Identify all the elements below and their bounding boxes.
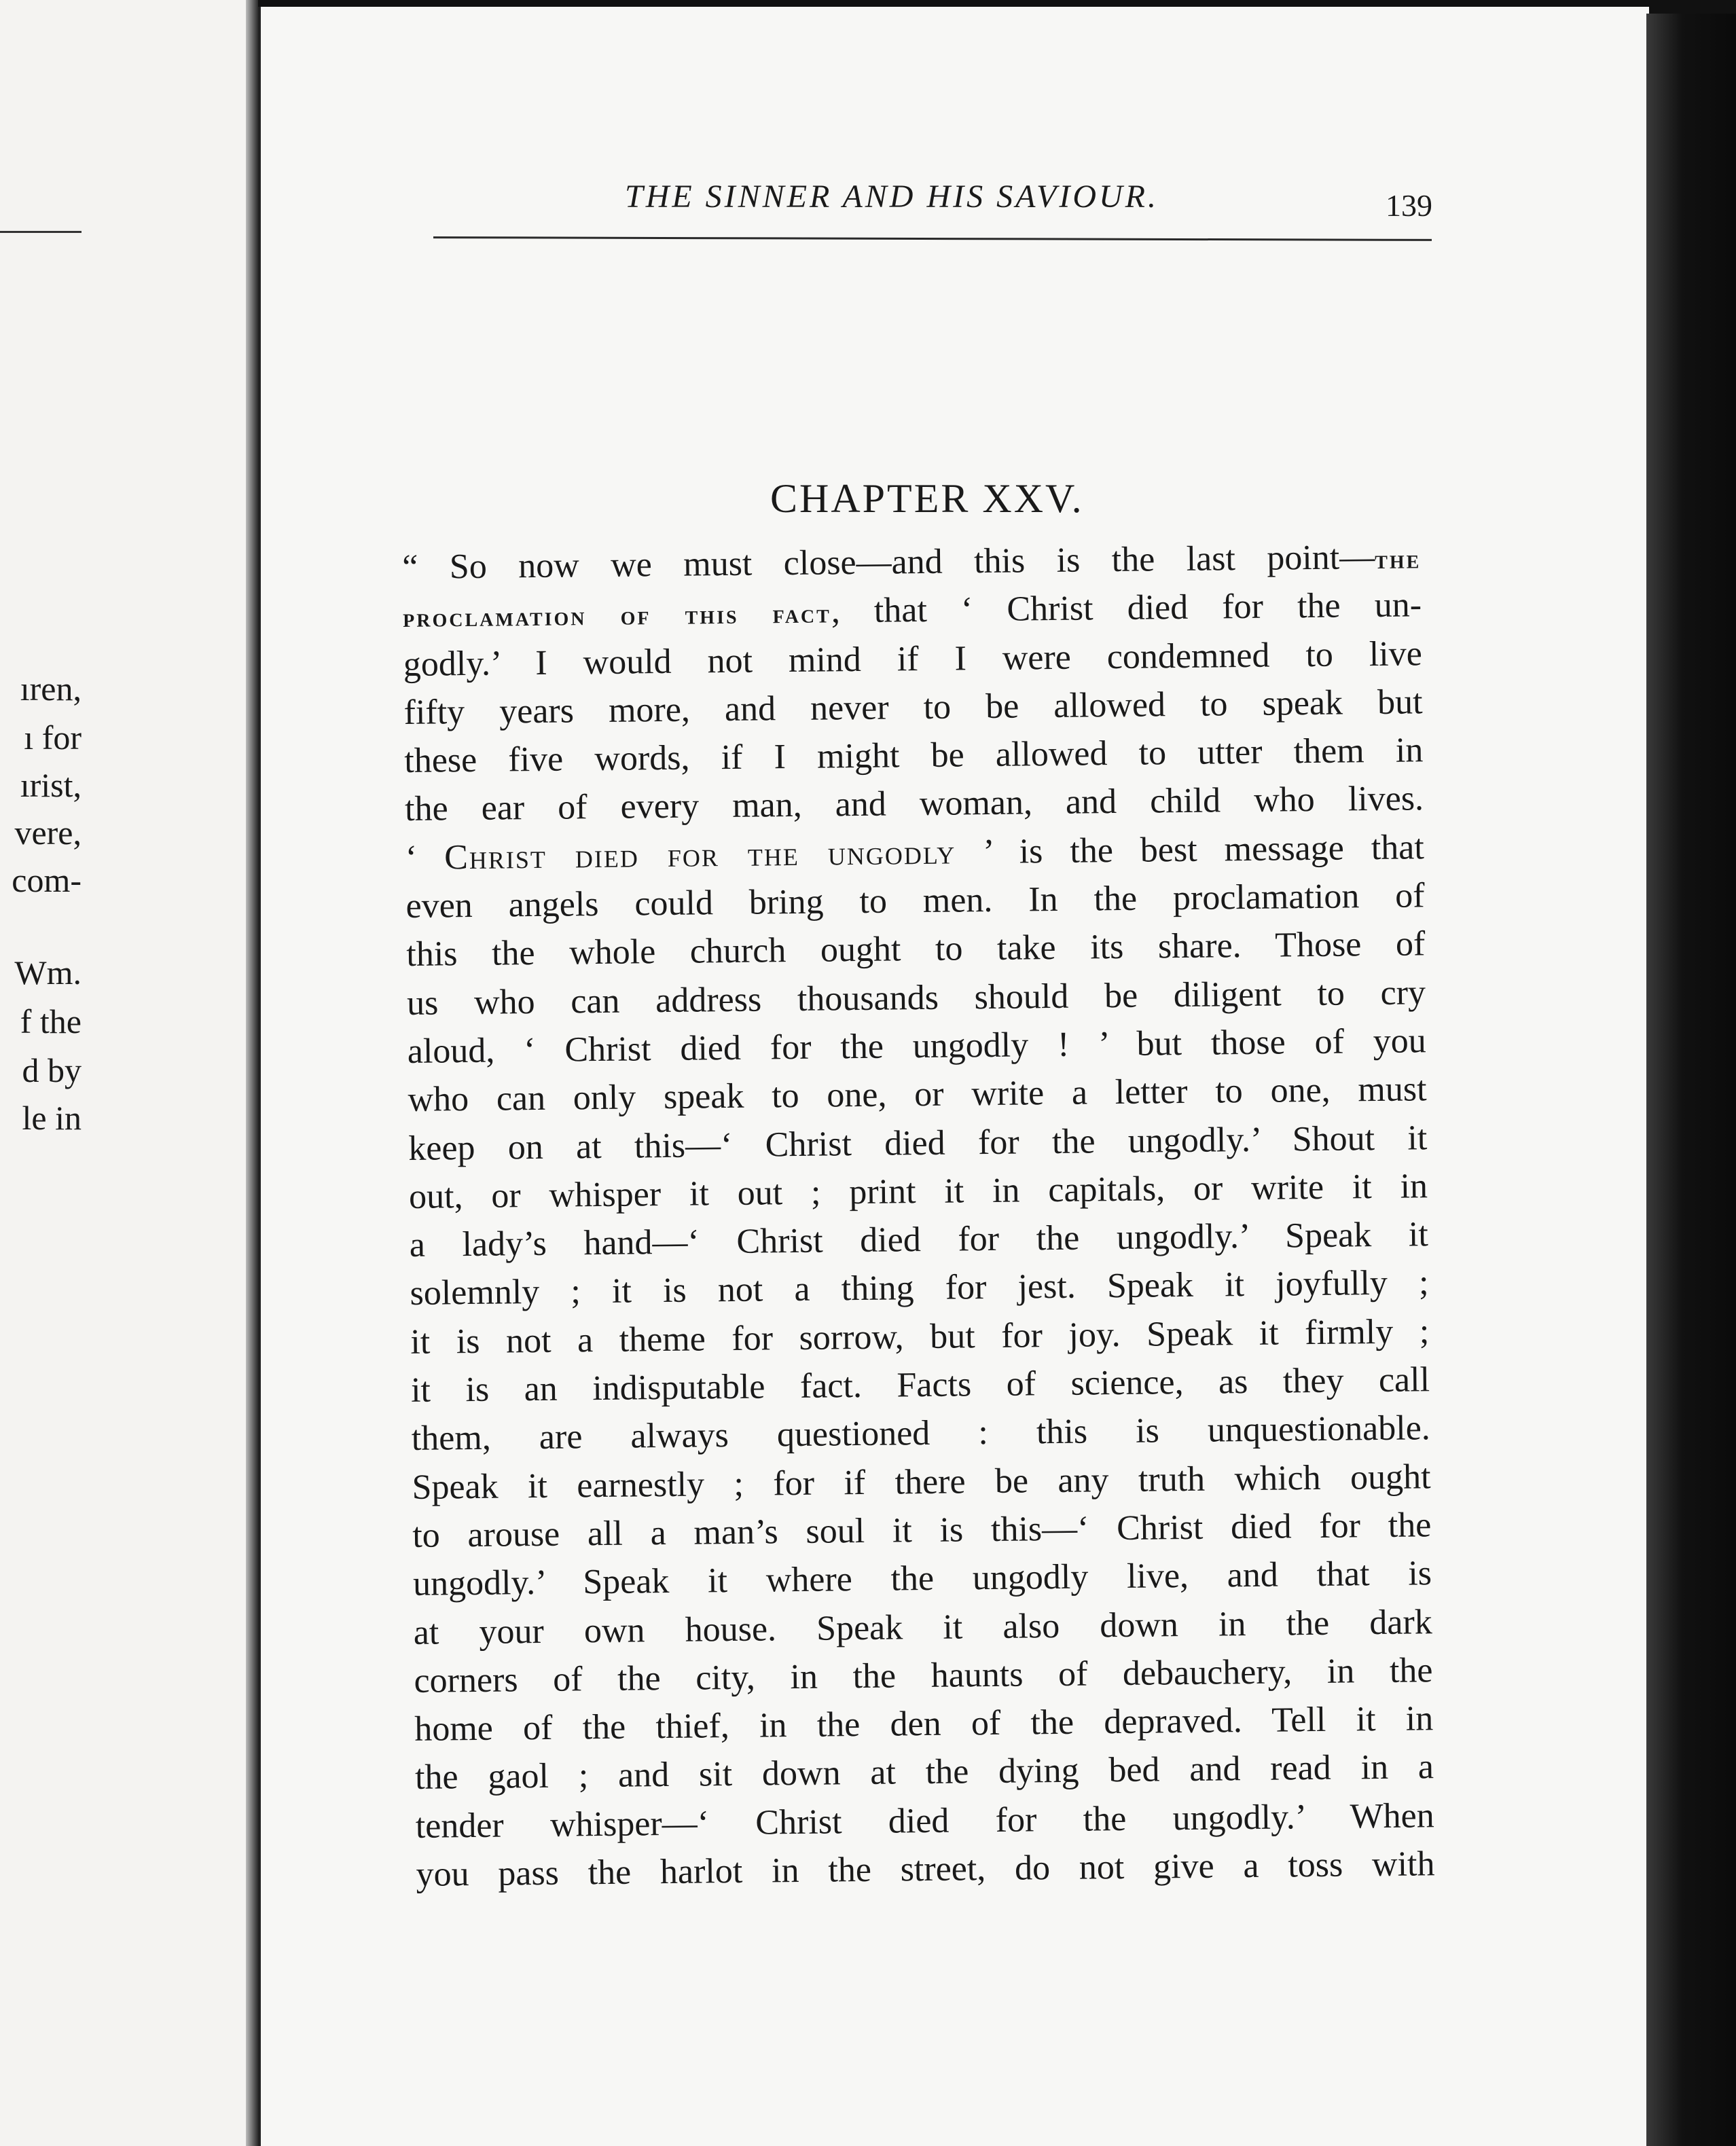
small-caps-span: proclamation of this fact <box>402 598 832 634</box>
facing-page-line: f the <box>20 1002 82 1040</box>
facing-page-line: ı for <box>24 719 82 757</box>
text-line: who can only speak to one, or write a letter to one, must <box>408 1070 1427 1120</box>
facing-page-line: le in <box>22 1099 82 1137</box>
text-line: aloud, ‘ Christ died for the ungodly ! ’ but those of you <box>407 1021 1427 1071</box>
facing-page-line: Wm. <box>14 953 82 992</box>
text-line: us who can address thousands should be diligent to cry <box>406 972 1426 1023</box>
page-edge-shadow <box>1646 14 1736 2146</box>
text-line: keep on at this—‘ Christ died for the ungodly.’ Shout it <box>408 1118 1428 1168</box>
text-line: out, or whisper it out ; print it in capitals, or write it in <box>408 1167 1428 1216</box>
text-line: solemnly ; it is not a thing for jest. Speak it joyfully ; <box>410 1263 1429 1313</box>
text-line: them, are always questioned : this is unquestionable. <box>411 1408 1431 1459</box>
text-line: fifty years more, and never to be allowed to speak but <box>403 683 1423 732</box>
book-gutter <box>246 0 258 2146</box>
small-caps-span: Christ died for the ungodly <box>444 833 956 877</box>
text-line: Speak it earnestly ; for if there be any truth which ought <box>412 1457 1431 1507</box>
facing-page-line: ıren, <box>20 670 82 708</box>
facing-page-line: com- <box>12 861 82 899</box>
body-text <box>402 532 1435 1899</box>
text-line: these five words, if I might be allowed to utter them in <box>404 731 1424 781</box>
text-span: ‘ <box>405 838 445 877</box>
small-caps-span: the <box>1374 543 1422 575</box>
text-line: even angels could bring to men. In the proclamation of <box>405 876 1425 926</box>
page-number: 139 <box>1386 188 1432 223</box>
text-span: “ So now we must close—and this is the last point— <box>402 538 1375 587</box>
text-line: godly.’ I would not mind if I were condemned to live <box>403 634 1423 684</box>
text-line: a lady’s hand—‘ Christ died for the ungodly.’ Speak it <box>409 1215 1429 1265</box>
text-line: corners of the city, in the haunts of debauchery, in the <box>414 1651 1433 1701</box>
text-line: at your own house. Speak it also down in the dark <box>413 1602 1433 1652</box>
facing-page <box>0 0 253 2146</box>
text-line: tender whisper—‘ Christ died for the ungodly.’ When <box>415 1796 1434 1846</box>
text-line: to arouse all a man’s soul it is this—‘ Christ died for the <box>412 1506 1432 1555</box>
facing-page-rule <box>0 231 82 233</box>
text-line: you pass the harlot in the street, do not give a toss with <box>416 1844 1435 1894</box>
facing-page-line: vere, <box>14 814 82 852</box>
facing-page-line: d by <box>22 1051 82 1089</box>
text-line: the gaol ; and sit down at the dying bed and read in a <box>414 1747 1434 1798</box>
text-line: it is an indisputable fact. Facts of science, as they call <box>410 1360 1430 1410</box>
text-line: it is not a theme for sorrow, but for joy. Speak it firmly ; <box>410 1311 1430 1362</box>
text-line: home of the thief, in the den of the depraved. Tell it in <box>414 1699 1434 1749</box>
running-title: THE SINNER AND HIS SAVIOUR. <box>625 179 1159 215</box>
text-span: , that ‘ Christ died for the un- <box>831 585 1422 631</box>
text-span: ’ is the best message that <box>955 828 1425 872</box>
text-line: the ear of every man, and woman, and child who lives. <box>404 779 1424 829</box>
text-line: this the whole church ought to take its share. Those of <box>406 924 1426 975</box>
text-line: ungodly.’ Speak it where the ungodly live, and that is <box>412 1554 1432 1604</box>
facing-page-line: ırist, <box>20 766 82 804</box>
chapter-heading: CHAPTER XXV. <box>770 476 1084 521</box>
